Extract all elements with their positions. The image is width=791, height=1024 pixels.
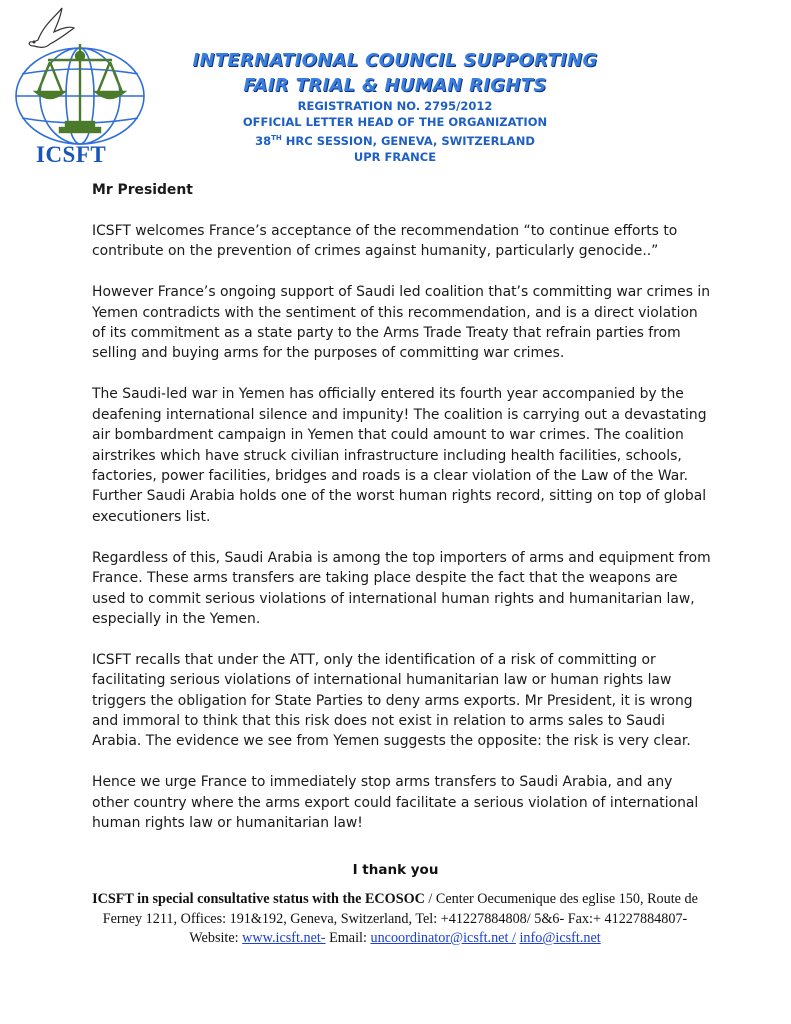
email-link-info[interactable]: info@icsft.net: [519, 930, 601, 946]
consultative-status: ICSFT in special consultative status with the ECOSOC: [92, 891, 425, 907]
paragraph: ICSFT welcomes France’s acceptance of the recommendation “to continue efforts to contribute on the prevention of crimes against humanity, particularly genocide..”: [92, 222, 678, 260]
session-suffix: TH: [271, 134, 282, 142]
email-link-coordinator[interactable]: uncoordinator@icsft.net /: [370, 930, 516, 946]
website-link[interactable]: www.icsft.net-: [242, 930, 326, 946]
paragraph: Hence we urge France to immediately stop arms transfers to Saudi Arabia, and any other country where the arms export could facilitate a serious violation of international human rights law or humanitarian law!: [92, 774, 699, 832]
paragraph: The Saudi-led war in Yemen has officially entered its fourth year accompanied by the deafening international silence and impunity! The coalition is carrying out a devastating air bombardment campaign in Yemen that could amount to war crimes. The coalition airstrikes which have struck civilian infrastructure including health facilities, schools, factories, power facilities, bridges and roads is a clear violation of the Law of the War. Further Saudi Arabia holds one of the worst human rights record, sitting on top of global executioners list.: [92, 386, 707, 525]
organization-name-line2: FAIR TRIAL & HUMAN RIGHTS: [243, 75, 547, 96]
dove-icon: [29, 8, 74, 47]
letterhead-label: OFFICIAL LETTER HEAD OF THE ORGANIZATION: [242, 115, 548, 129]
letterhead: [150, 48, 640, 165]
salutation: Mr President: [92, 182, 193, 198]
logo-text: ICSFT: [36, 142, 107, 167]
paragraph: Regardless of this, Saudi Arabia is among the top importers of arms and equipment from France. These arms transfers are taking place despite the fact that the weapons are used to commit serious violations of international human rights and humanitarian law, especially in the Yemen.: [92, 549, 711, 627]
paragraph: ICSFT recalls that under the ATT, only the identification of a risk of committing or facilitating serious violations of international humanitarian law or human rights law triggers the obligation for State Parties to deny arms exports. Mr President, it is wrong and immoral to think that this risk does not exist in relation to arms sales to Saudi Arabia. The evidence we see from Yemen suggests the opposite: the risk is very clear.: [92, 651, 693, 750]
footer-address: / Center Oecumenique des eglise 150, Route de Ferney 1211, Offices: 191&192, Geneva, Switzerland, Tel: +41227884808/ 5&6- Fax:+ 41227884807- Website:: [102, 891, 698, 946]
paragraph: However France’s ongoing support of Saudi led coalition that’s committing war crimes in Yemen contradicts with the sentiment of this recommendation, and is a direct violation of its commitment as a state party to the Arms Trade Treaty that refrain parties from selling and buying arms for the purposes of committing war crimes.: [92, 284, 711, 362]
email-label: Email:: [325, 930, 371, 946]
organization-name-line1: INTERNATIONAL COUNCIL SUPPORTING: [192, 50, 598, 71]
registration-number: REGISTRATION NO. 2795/2012: [297, 99, 493, 113]
session-line: [150, 130, 640, 149]
closing: I thank you: [352, 862, 439, 878]
session-number: 38: [255, 133, 272, 148]
footer: [92, 890, 698, 949]
upr-label: UPR FRANCE: [353, 149, 437, 164]
scales-of-justice-icon: [36, 44, 124, 132]
session-location: HRC SESSION, GENEVA, SWITZERLAND: [281, 133, 535, 148]
letter-body: [92, 180, 712, 854]
